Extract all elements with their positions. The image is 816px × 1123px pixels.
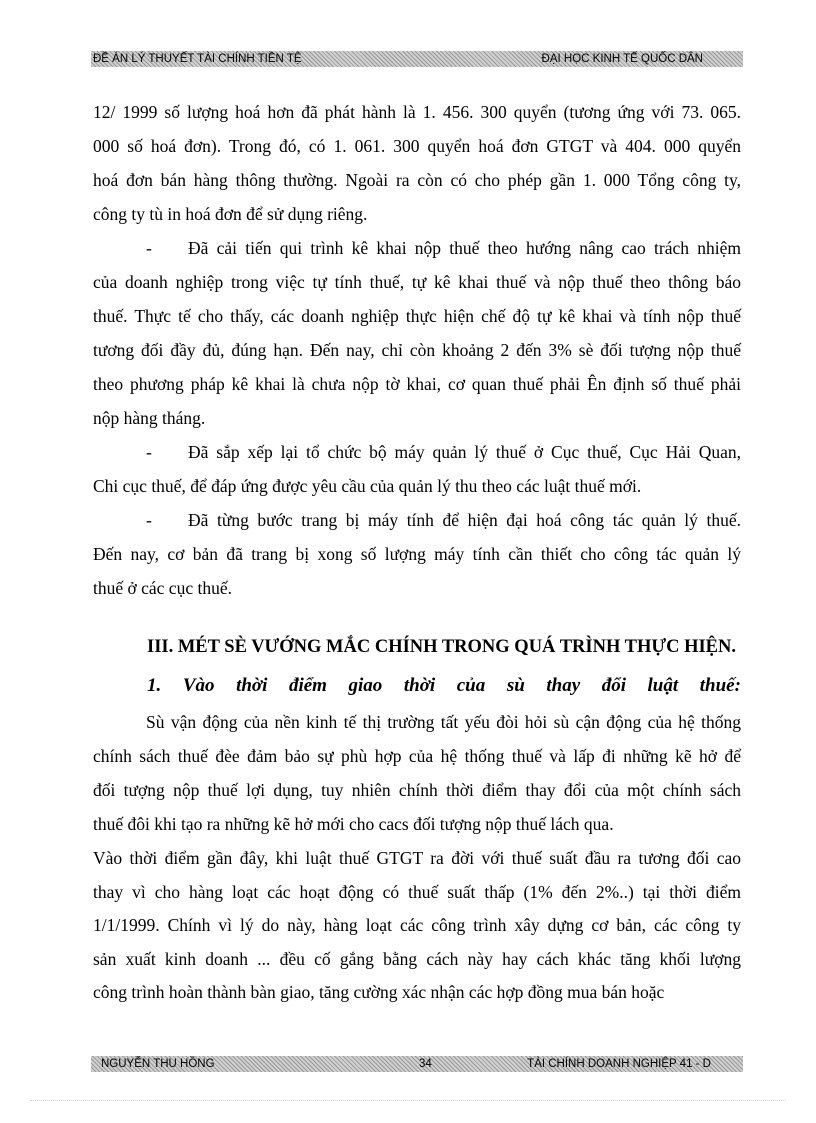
bullet-dash: - [146, 442, 152, 462]
text-line: sản xuất kinh doanh ... đều cố gắng bằng cách này hay cách khác tăng khối lượng [93, 948, 741, 969]
paragraph-2 [93, 231, 741, 435]
header-right-title: ĐẠI HỌC KINH TẾ QUỐC DÂN [541, 53, 703, 65]
sub-heading-word: thuế: [699, 675, 741, 696]
text-line: đối tượng nộp thuế lợi dụng, tuy nhiên chính thời điểm thay đổi của một chính sách [93, 780, 741, 800]
text-line: Đến nay, cơ bản đã trang bị xong số lượng máy tính cần thiết cho công tác quản lý [93, 544, 741, 564]
footer-class: TÀI CHÍNH DOANH NGHIỆP 41 - D [527, 1058, 711, 1070]
sub-heading-word: sù [506, 675, 525, 696]
text-line: 000 số hoá đơn). Trong đó, có 1. 061. 300 quyển hoá đơn GTGT và 404. 000 quyển [93, 136, 741, 156]
footer-author: NGUYỄN THU HỒNG [101, 1058, 215, 1070]
text-line: 1/1/1999. Chính vì lý do này, hàng loạt các công trình xây dựng cơ bản, các công ty [93, 915, 741, 935]
text-line: thuế ở các cục thuế. [93, 578, 232, 598]
text-line: nộp hàng tháng. [93, 408, 206, 428]
sub-heading-number: 1. [147, 675, 162, 696]
sub-heading-word: điểm [288, 675, 327, 696]
sub-heading [147, 675, 741, 697]
text-line: - Đã từng bước trang bị máy tính để hiện đại hoá công tác quản lý thuế. [93, 503, 741, 537]
text-line: - Đã cải tiến qui trình kê khai nộp thuế theo hướng nâng cao trách nhiệm [93, 231, 741, 265]
text-line: Chi cục thuế, để đáp ứng được yêu cầu của quản lý thu theo các luật thuế mới. [93, 476, 642, 496]
paragraph-6 [93, 842, 741, 1010]
text-line: Sù vận động của nền kinh tế thị trường tất yếu đòi hỏi sù cận động của hệ thống [146, 712, 741, 732]
text-line: 12/ 1999 số lượng hoá hơn đã phát hành là 1. 456. 300 quyển (tương ứng với 73. 065. [93, 102, 741, 122]
text-line: chính sách thuế đèe đảm bảo sự phù hợp của hệ thống thuế và lấp đi những kẽ hở để [93, 746, 741, 766]
paragraph-5 [93, 705, 741, 841]
section-heading: III. MÉT SÈ VƯỚNG MẮC CHÍNH TRONG QUÁ TRÌNH THỰC HIỆN. [147, 637, 737, 657]
page-footer [91, 1056, 743, 1072]
text-line: công trình hoàn thành bàn giao, tăng cường xác nhận các hợp đồng mua bán hoặc [93, 982, 665, 1002]
footer-page-number: 34 [419, 1058, 432, 1070]
sub-heading-word: luật [647, 675, 679, 696]
paragraph-1 [93, 95, 741, 231]
sub-heading-word: đổi [601, 675, 626, 696]
sub-heading-word: thời [403, 675, 436, 696]
text-line: thay vì cho hàng loạt các hoạt động có thuế suất thấp (1% đến 2%..) tại thời điểm [93, 881, 741, 902]
header-left-title: ĐỀ ÁN LÝ THUYẾT TÀI CHÍNH TIỀN TỆ [93, 53, 302, 65]
body-text [93, 95, 741, 605]
page-header [91, 51, 743, 67]
sub-heading-word: Vào [182, 675, 215, 696]
text-line: theo phương pháp kê khai là chưa nộp tờ khai, cơ quan thuế phải Ên định số thuế phải [93, 374, 741, 394]
bullet-dash: - [146, 510, 152, 530]
paragraph-3 [93, 435, 741, 503]
text-line: hoá đơn bán hàng thông thường. Ngoài ra còn có cho phép gần 1. 000 Tổng công ty, [93, 170, 741, 190]
sub-heading-word: của [456, 675, 486, 696]
paragraph-4 [93, 503, 741, 605]
text-line: thuế. Thực tế cho thấy, các doanh nghiệp thực hiện chế độ tự kê khai và tính nộp thuế [93, 306, 741, 326]
text-line: thuế đôi khi tạo ra những kẽ hở mới cho cacs đối tượng nộp thuế lách qua. [93, 814, 614, 834]
sub-heading-word: thời [236, 675, 268, 696]
text-line: của doanh nghiệp trong việc tự tính thuế, tự kê khai thuế và nộp thuế theo thông báo [93, 272, 741, 292]
text-line: Vào thời điểm gần đây, khi luật thuế GTGT ra đời với thuế suất đầu ra tương đối cao [93, 848, 741, 868]
bullet-dash: - [146, 238, 152, 258]
sub-heading-word: thay [546, 675, 581, 696]
page-bottom-divider [30, 1100, 786, 1101]
text-line: - Đã sắp xếp lại tổ chức bộ máy quản lý thuế ở Cục thuế, Cục Hải Quan, [93, 435, 741, 469]
text-line: tương đối đầy đủ, đúng hạn. Đến nay, chỉ còn khoảng 2 đến 3% sè đối tượng nộp thuế [93, 340, 741, 360]
text-line: công ty tù in hoá đơn để sử dụng riêng. [93, 204, 368, 224]
sub-heading-word: giao [348, 675, 383, 696]
